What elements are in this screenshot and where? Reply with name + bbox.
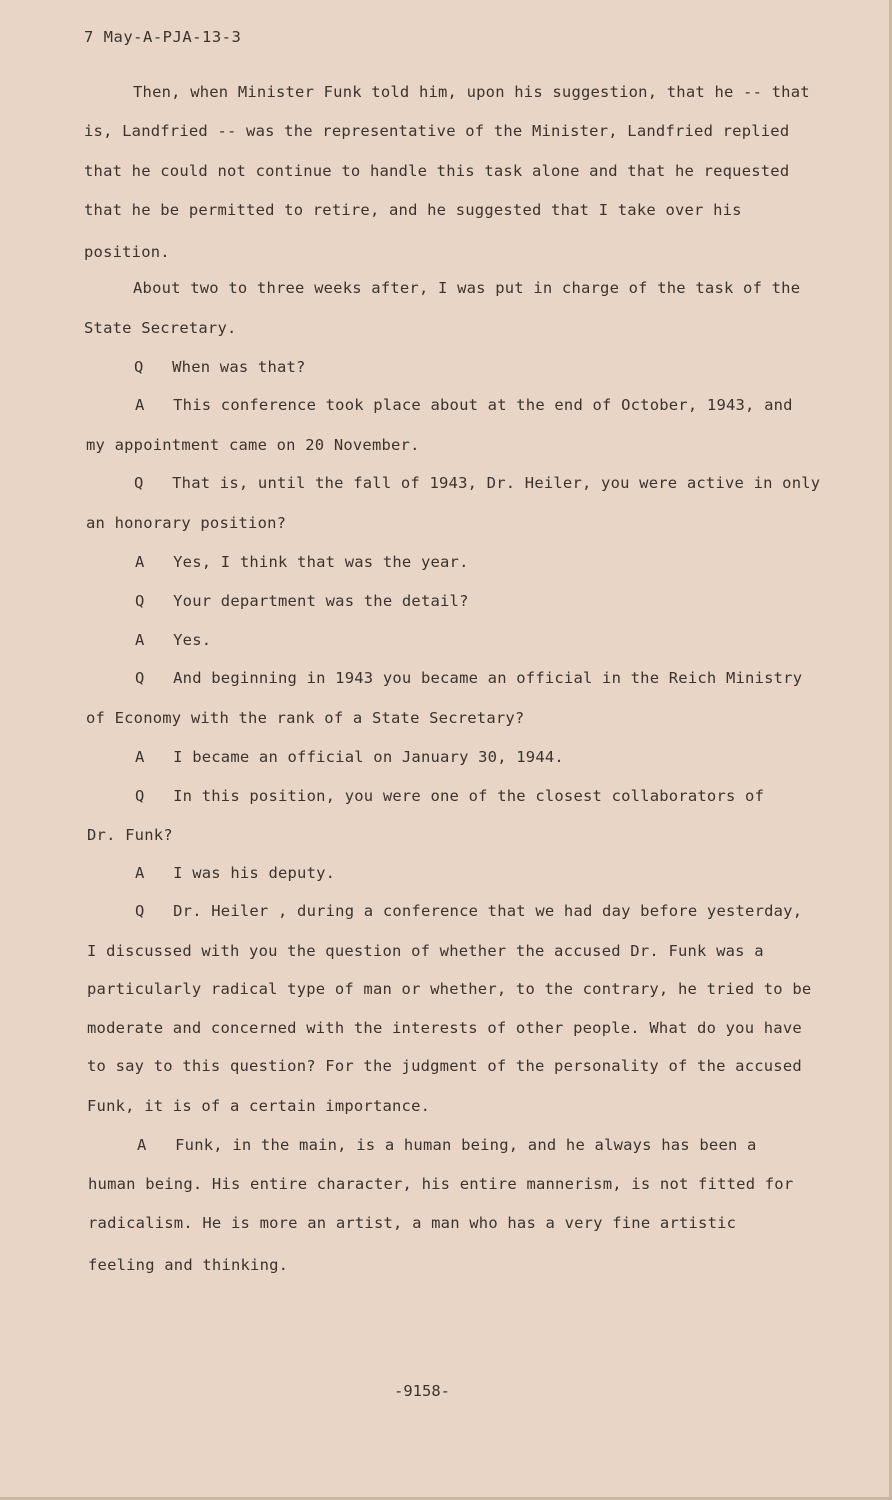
text-line: an honorary position?: [86, 514, 287, 532]
page-number: -9158-: [394, 1382, 450, 1400]
text-line: particularly radical type of man or whether, to the contrary, he tried to be: [87, 980, 812, 998]
text-line: A This conference took place about at the end of October, 1943, and: [135, 396, 793, 414]
text-line: A I became an official on January 30, 1944.: [135, 748, 564, 766]
text-line: Then, when Minister Funk told him, upon his suggestion, that he -- that: [133, 83, 810, 101]
text-line: Q And beginning in 1943 you became an official in the Reich Ministry: [135, 669, 803, 687]
text-line: Dr. Funk?: [87, 826, 173, 844]
text-line: I discussed with you the question of whether the accused Dr. Funk was a: [87, 942, 764, 960]
text-line: radicalism. He is more an artist, a man who has a very fine artistic: [88, 1214, 737, 1232]
text-line: A Funk, in the main, is a human being, and he always has been a: [137, 1136, 757, 1154]
text-line: human being. His entire character, his entire mannerism, is not fitted for: [88, 1175, 794, 1193]
text-line: Q In this position, you were one of the closest collaborators of: [135, 787, 765, 805]
text-line: that he be permitted to retire, and he suggested that I take over his: [84, 201, 742, 219]
text-line: Q That is, until the fall of 1943, Dr. Heiler, you were active in only: [134, 474, 821, 492]
page-header: 7 May-A-PJA-13-3: [84, 28, 242, 46]
text-line: A Yes.: [135, 631, 212, 649]
text-line: Q Dr. Heiler , during a conference that we had day before yesterday,: [135, 902, 803, 920]
text-line: A I was his deputy.: [135, 864, 336, 882]
text-line: moderate and concerned with the interests of other people. What do you have: [87, 1019, 802, 1037]
text-line: is, Landfried -- was the representative of the Minister, Landfried replied: [84, 122, 790, 140]
text-line: of Economy with the rank of a State Secretary?: [86, 709, 525, 727]
text-line: my appointment came on 20 November.: [86, 436, 420, 454]
text-line: About two to three weeks after, I was put in charge of the task of the: [133, 279, 801, 297]
text-line: Q When was that?: [134, 358, 306, 376]
text-line: A Yes, I think that was the year.: [135, 553, 469, 571]
text-line: Funk, it is of a certain importance.: [87, 1097, 431, 1115]
text-line: Q Your department was the detail?: [135, 592, 469, 610]
text-line: that he could not continue to handle this task alone and that he requested: [84, 162, 790, 180]
text-line: State Secretary.: [84, 319, 237, 337]
text-line: to say to this question? For the judgment of the personality of the accused: [87, 1057, 802, 1075]
text-line: position.: [84, 243, 170, 261]
text-line: feeling and thinking.: [88, 1256, 289, 1274]
